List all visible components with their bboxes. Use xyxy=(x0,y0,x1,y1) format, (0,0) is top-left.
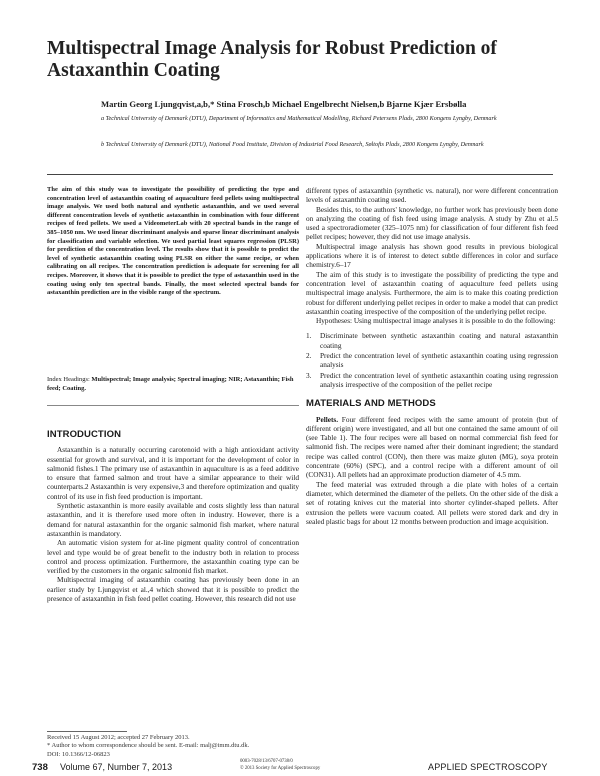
right-paragraph-4: The aim of this study is to investigate the possibility of predicting the type and concentration level of astaxanthin coating of aquaculture feed pellets using multispectral image analysis. Furthermore, the aim is to make this coating prediction robust for different underlying pellet recipes in order to make a model that can predict astaxanthin coating irrespective of the composition of the underlying pellet recipe. xyxy=(306,269,558,316)
abstract-divider xyxy=(47,405,299,406)
introduction-heading: INTRODUCTION xyxy=(47,429,122,440)
right-paragraph-2: Besides this, to the authors' knowledge, no further work has previously been done on analyzing the coating of fish feed using image analysis. A study by Zhu et al.5 used a spectroradiometer (325–1075 nm) for classification of four different fish feed pellet recipes; however, they did not use image analysis. xyxy=(306,204,558,242)
author-list: Martin Georg Ljungqvist,a,b,* Stina Frosch,b Michael Engelbrecht Nielsen,b Bjarne Kjær Ersbølla xyxy=(101,99,467,109)
right-column xyxy=(306,186,558,526)
pellets-text: Four different feed recipes with the same amount of protein (but of different origin) were investigated, and all but one contained the same amount of oil (see Table 1). The four recipes were all based on normal commercial fish feed for salmonid fish. The recipes were named after their dominant ingredient; the standard recipe was called control (CON), then there was maize gluten (MG), soya protein concentrate (60%) (SPC), and a control recipe with a different amount of oil (CON31). All pellets had an approximate production diameter of 4.5 mm. xyxy=(306,414,558,480)
affiliation-b: b Technical University of Denmark (DTU), National Food Institute, Division of Industrial Food Research, Søltofts Plads, 2800 Kongens Lyngby, Denmark xyxy=(101,141,484,148)
left-column xyxy=(47,430,299,603)
article-title-line-2: Astaxanthin Coating xyxy=(47,60,220,81)
index-headings-label: Index Headings: xyxy=(47,376,90,383)
intro-paragraph-3: An automatic vision system for at-line pigment quality control of concentration level and type would be of great benefit to the industry both in relation to process control and process optimization. Furthermore, the astaxanthin coating type can be verified by the customers in the organic salmonid fish market. xyxy=(47,538,299,576)
issn: 0003-7028/13/6707-0738/0 xyxy=(240,759,293,764)
article-title xyxy=(47,38,547,82)
issn-copyright xyxy=(240,759,320,772)
corresponding-author: * Author to whom correspondence should be sent. E-mail: malj@imm.dtu.dk. xyxy=(47,742,250,750)
copyright: © 2013 Society for Applied Spectroscopy xyxy=(240,765,321,771)
received-date: Received 15 August 2012; accepted 27 February 2013. xyxy=(47,734,190,741)
methods-heading: MATERIALS AND METHODS xyxy=(306,398,436,410)
page-number: 738 xyxy=(32,762,48,773)
page-footer xyxy=(0,758,600,776)
hypothesis-item: 2. Predict the concentration level of synthetic astaxanthin coating using regression analysis xyxy=(306,351,558,370)
index-headings-terms: Multispectral; Image analysis; Spectral imaging; NIR; Astaxanthin; Fish feed; Coating. xyxy=(47,376,294,392)
doi: DOI: 10.1366/12-06823 xyxy=(47,750,110,758)
intro-paragraph-1: Astaxanthin is a naturally occurring carotenoid with a high antioxidant activity essential for growth and survival, and it is important for the development of color in salmonid fishes.1 The primary use of astaxanthin in aquaculture is as a feed additive to ensure that farmed salmon and trout have a similar appearance to their wild counterparts.2 Astaxanthin is very expensive,3 and therefore optimization and quality control of its use in fish feed production is important. xyxy=(47,445,299,501)
pellets-paragraph xyxy=(306,415,558,480)
intro-paragraph-4: Multispectral imaging of astaxanthin coating has previously been done in an earlier study by Ljungqvist et al.,4 which showed that it is possible to predict the presence of astaxanthin in fish feed pellet coating. However, this research did not use xyxy=(47,575,299,604)
right-paragraph-5: Hypotheses: Using multispectral image analyses it is possible to do the following: xyxy=(316,316,556,326)
hypothesis-item: 3. Predict the concentration level of synthetic astaxanthin coating using regression analysis irrespective of the composition of the pellet recipe xyxy=(306,370,558,389)
pellets-label: Pellets. xyxy=(316,414,339,424)
article-title-line-1: Multispectral Image Analysis for Robust Prediction of xyxy=(47,38,497,59)
feed-paragraph: The feed material was extruded through a die plate with holes of a certain diameter, which determined the diameter of the pellets. On the other side of the disk a set of rotating knives cut the material into shorter cylinder-shaped pellets. After extrusion the pellets were vacuum coated. All pellets were stored dark and dry in sealed plastic bags for about 12 months between production and image acquisition. xyxy=(306,479,558,526)
journal-name: APPLIED SPECTROSCOPY xyxy=(428,762,548,772)
intro-paragraph-2: Synthetic astaxanthin is more easily available and costs slightly less than natural astaxanthin, and it is therefore used more often in industry. However, there is a demand for natural astaxanthin for the organic salmonid fish market, where natural astaxanthin is mandatory. xyxy=(47,501,299,538)
index-headings xyxy=(47,376,299,393)
footnote-divider xyxy=(47,731,127,732)
header-divider xyxy=(47,174,553,175)
right-paragraph-1: different types of astaxanthin (synthetic vs. natural), nor were different concentration levels of astaxanthin coating used. xyxy=(306,186,558,205)
affiliation-a: a Technical University of Denmark (DTU), Department of Informatics and Mathematical Modelling, Richard Petersens Plads, 2800 Kongens Lyngby, Denmark xyxy=(101,115,497,122)
right-paragraph-3: Multispectral image analysis has shown good results in previous biological applications where it is of interest to detect subtle differences in color and surface chemistry.6–17 xyxy=(306,241,558,270)
abstract: The aim of this study was to investigate the possibility of predicting the type and concentration level of astaxanthin coating of aquaculture feed pellets using multispectral image analysis. We used both natural and synthetic astaxanthin, and we used several different concentration levels of synthetic astaxanthin in combination with four different recipes of feed pellets. We used a VideometerLab with 20 spectral bands in the range of 385–1050 nm. We used linear discriminant analysis and sparse linear discriminant analysis for classification and variable selection. We used partial least squares regression (PLSR) for prediction of the concentration level. The results show that it is possible to predict the level of synthetic astaxanthin coating using PLSR on either the same recipe, or when calibrating on all recipes. The concentration prediction is adequate for screening for all recipes. Moreover, it shows that it is possible to predict the type of astaxanthin used in the coating using only ten spectral bands. Finally, the most selected spectral bands for astaxanthin prediction are in the visible range of the spectrum. xyxy=(47,186,299,297)
hypothesis-item: 1. Discriminate between synthetic astaxanthin coating and natural astaxanthin coating xyxy=(306,331,558,350)
footnote xyxy=(47,734,299,759)
volume-info: Volume 67, Number 7, 2013 xyxy=(60,762,173,772)
hypotheses-list xyxy=(306,331,558,389)
